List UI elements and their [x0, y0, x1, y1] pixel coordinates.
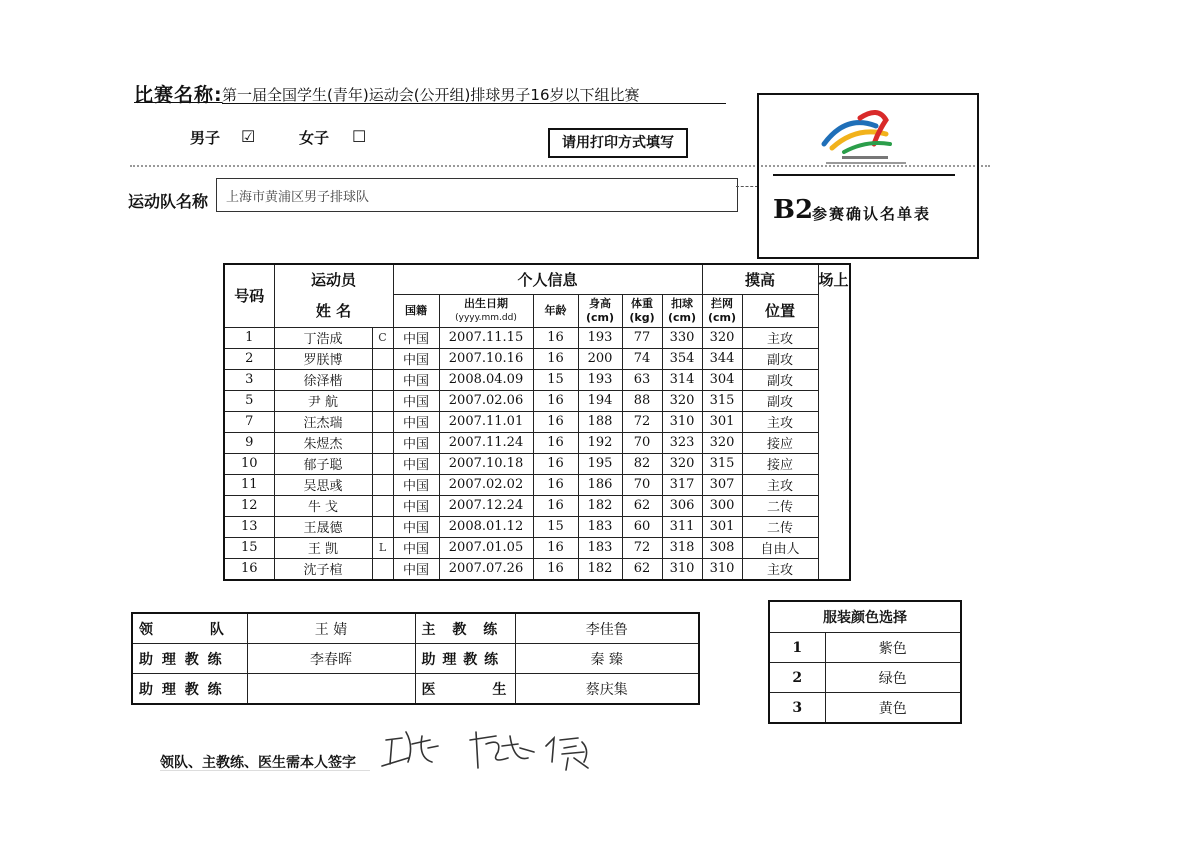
player-name: 徐泽楷 — [274, 369, 372, 390]
player-birthdate: 2007.11.01 — [439, 411, 533, 432]
player-weight: 70 — [622, 474, 662, 495]
header-weight-label: 体重 — [631, 296, 653, 310]
player-spike-reach: 318 — [662, 537, 702, 558]
player-block-reach: 307 — [702, 474, 742, 495]
player-age: 16 — [533, 453, 578, 474]
player-birthdate: 2007.07.26 — [439, 558, 533, 580]
header-height-unit: (cm) — [585, 310, 615, 324]
signature-line — [160, 770, 370, 771]
color-option-number: 3 — [769, 693, 825, 724]
player-height: 193 — [578, 327, 622, 348]
header-weight-unit: (kg) — [629, 310, 655, 324]
header-number: 号码 — [224, 264, 274, 327]
player-nationality: 中国 — [393, 537, 439, 558]
player-nationality: 中国 — [393, 495, 439, 516]
player-spike-reach: 317 — [662, 474, 702, 495]
player-position: 副攻 — [742, 369, 818, 390]
doctor-name[interactable]: 蔡庆集 — [515, 674, 699, 705]
assistant-coach-label-2: 助 理 教 练 — [415, 644, 515, 674]
player-number: 11 — [224, 474, 274, 495]
player-birthdate: 2007.11.15 — [439, 327, 533, 348]
player-birthdate: 2007.01.05 — [439, 537, 533, 558]
team-name-label: 运动队名称 — [128, 192, 209, 211]
player-number: 9 — [224, 432, 274, 453]
player-name: 朱煜杰 — [274, 432, 372, 453]
player-number: 2 — [224, 348, 274, 369]
leader-label: 领 队 — [132, 613, 247, 644]
player-spike-reach: 314 — [662, 369, 702, 390]
player-weight: 62 — [622, 558, 662, 580]
male-label: 男子 — [190, 129, 221, 147]
table-row — [224, 453, 850, 474]
assistant-coach-name-2[interactable]: 秦 臻 — [515, 644, 699, 674]
player-birthdate: 2007.11.24 — [439, 432, 533, 453]
player-height: 188 — [578, 411, 622, 432]
color-option-yellow[interactable]: 黄色 — [825, 693, 961, 724]
player-nationality: 中国 — [393, 327, 439, 348]
player-weight: 82 — [622, 453, 662, 474]
player-block-reach: 320 — [702, 432, 742, 453]
player-block-reach: 344 — [702, 348, 742, 369]
player-role-mark — [372, 348, 393, 369]
doctor-label: 医 生 — [415, 674, 515, 705]
player-height: 182 — [578, 558, 622, 580]
header-spike-label: 扣球 — [671, 296, 693, 310]
player-nationality: 中国 — [393, 369, 439, 390]
title-divider — [773, 174, 955, 176]
player-spike-reach: 306 — [662, 495, 702, 516]
head-coach-label: 主 教 练 — [415, 613, 515, 644]
header-birthdate-label: 出生日期 — [464, 296, 508, 310]
header-reach: 摸高 — [702, 264, 818, 294]
table-row — [224, 474, 850, 495]
player-number: 10 — [224, 453, 274, 474]
player-block-reach: 320 — [702, 327, 742, 348]
table-row — [224, 369, 850, 390]
header-block — [702, 294, 742, 327]
roster-body — [224, 327, 850, 580]
player-name: 汪杰瑞 — [274, 411, 372, 432]
player-birthdate: 2008.01.12 — [439, 516, 533, 537]
player-weight: 70 — [622, 432, 662, 453]
form-code: B2 — [773, 195, 814, 225]
player-height: 200 — [578, 348, 622, 369]
player-number: 15 — [224, 537, 274, 558]
player-age: 16 — [533, 432, 578, 453]
player-nationality: 中国 — [393, 558, 439, 580]
table-row — [224, 411, 850, 432]
competition-underline — [222, 103, 726, 104]
team-name-value: 上海市黄浦区男子排球队 — [226, 190, 370, 205]
player-nationality: 中国 — [393, 453, 439, 474]
uniform-color-table — [768, 600, 962, 724]
dashed-connector — [736, 186, 758, 187]
uniform-color-title: 服装颜色选择 — [769, 601, 961, 633]
assistant-coach-name-3[interactable] — [247, 674, 415, 705]
header-athlete-line2: 姓 名 — [274, 294, 393, 327]
leader-name[interactable]: 王 婧 — [247, 613, 415, 644]
player-position: 主攻 — [742, 558, 818, 580]
header-position-line2: 位置 — [742, 294, 818, 327]
player-name: 牛 戈 — [274, 495, 372, 516]
table-row — [224, 432, 850, 453]
player-nationality: 中国 — [393, 390, 439, 411]
player-role-mark — [372, 432, 393, 453]
player-age: 16 — [533, 327, 578, 348]
player-birthdate: 2008.04.09 — [439, 369, 533, 390]
player-spike-reach: 354 — [662, 348, 702, 369]
player-age: 15 — [533, 516, 578, 537]
player-role-mark — [372, 474, 393, 495]
player-height: 182 — [578, 495, 622, 516]
games-logo-icon — [816, 104, 916, 168]
player-name: 尹 航 — [274, 390, 372, 411]
player-height: 183 — [578, 537, 622, 558]
player-age: 16 — [533, 495, 578, 516]
player-number: 16 — [224, 558, 274, 580]
player-height: 193 — [578, 369, 622, 390]
header-spike-unit: (cm) — [667, 310, 697, 324]
player-height: 192 — [578, 432, 622, 453]
player-number: 3 — [224, 369, 274, 390]
player-nationality: 中国 — [393, 474, 439, 495]
header-birthdate — [439, 294, 533, 327]
assistant-coach-label-1: 助 理 教 练 — [132, 644, 247, 674]
player-spike-reach: 310 — [662, 411, 702, 432]
player-block-reach: 308 — [702, 537, 742, 558]
assistant-coach-name-1[interactable]: 李春晖 — [247, 644, 415, 674]
header-birthdate-format: (yyyy.mm.dd) — [455, 312, 517, 323]
player-age: 16 — [533, 537, 578, 558]
player-weight: 63 — [622, 369, 662, 390]
player-block-reach: 304 — [702, 369, 742, 390]
player-number: 5 — [224, 390, 274, 411]
player-role-mark — [372, 495, 393, 516]
competition-label: 比赛名称: — [134, 84, 223, 106]
player-birthdate: 2007.10.16 — [439, 348, 533, 369]
player-weight: 72 — [622, 537, 662, 558]
header-weight — [622, 294, 662, 327]
player-position: 接应 — [742, 432, 818, 453]
player-height: 195 — [578, 453, 622, 474]
player-name: 丁浩成 — [274, 327, 372, 348]
player-role-mark — [372, 516, 393, 537]
player-number: 1 — [224, 327, 274, 348]
player-birthdate: 2007.10.18 — [439, 453, 533, 474]
female-label: 女子 — [299, 129, 330, 147]
player-age: 16 — [533, 390, 578, 411]
header-block-label: 拦网 — [711, 296, 733, 310]
player-age: 16 — [533, 411, 578, 432]
competition-name: 第一届全国学生(青年)运动会(公开组)排球男子16岁以下组比赛 — [222, 86, 640, 104]
player-birthdate: 2007.02.02 — [439, 474, 533, 495]
player-name: 沈子楦 — [274, 558, 372, 580]
player-spike-reach: 310 — [662, 558, 702, 580]
female-checkbox[interactable]: ☐ — [352, 127, 367, 146]
player-block-reach: 300 — [702, 495, 742, 516]
player-height: 186 — [578, 474, 622, 495]
player-height: 183 — [578, 516, 622, 537]
header-athlete-line1: 运动员 — [274, 264, 393, 294]
table-row — [224, 516, 850, 537]
player-position: 二传 — [742, 495, 818, 516]
player-age: 16 — [533, 558, 578, 580]
table-row — [224, 327, 850, 348]
player-weight: 88 — [622, 390, 662, 411]
header-age: 年龄 — [533, 294, 578, 327]
player-role-mark — [372, 411, 393, 432]
header-nationality: 国籍 — [393, 294, 439, 327]
player-position: 主攻 — [742, 411, 818, 432]
male-checkbox[interactable]: ☑ — [241, 127, 256, 146]
player-position: 主攻 — [742, 327, 818, 348]
player-number: 12 — [224, 495, 274, 516]
assistant-coach-label-3: 助 理 教 练 — [132, 674, 247, 705]
player-spike-reach: 330 — [662, 327, 702, 348]
player-role-mark: L — [372, 537, 393, 558]
table-row — [224, 558, 850, 580]
player-spike-reach: 320 — [662, 390, 702, 411]
table-row — [224, 348, 850, 369]
player-age: 16 — [533, 474, 578, 495]
player-name: 王 凯 — [274, 537, 372, 558]
player-block-reach: 315 — [702, 390, 742, 411]
table-row — [224, 537, 850, 558]
player-name: 吴思彧 — [274, 474, 372, 495]
color-option-number: 2 — [769, 663, 825, 693]
player-weight: 74 — [622, 348, 662, 369]
player-role-mark — [372, 453, 393, 474]
player-number: 7 — [224, 411, 274, 432]
player-spike-reach: 320 — [662, 453, 702, 474]
player-position: 二传 — [742, 516, 818, 537]
player-number: 13 — [224, 516, 274, 537]
head-coach-name[interactable]: 李佳鲁 — [515, 613, 699, 644]
player-spike-reach: 311 — [662, 516, 702, 537]
player-block-reach: 301 — [702, 411, 742, 432]
print-instruction-box: 请用打印方式填写 — [548, 128, 688, 158]
header-block-unit: (cm) — [707, 310, 737, 324]
header-height — [578, 294, 622, 327]
player-role-mark — [372, 369, 393, 390]
player-role-mark — [372, 558, 393, 580]
player-birthdate: 2007.02.06 — [439, 390, 533, 411]
handwritten-signatures — [378, 718, 638, 778]
color-option-purple[interactable]: 紫色 — [825, 633, 961, 663]
form-title: 参赛确认名单表 — [812, 205, 932, 223]
player-weight: 60 — [622, 516, 662, 537]
player-age: 16 — [533, 348, 578, 369]
player-block-reach: 301 — [702, 516, 742, 537]
player-height: 194 — [578, 390, 622, 411]
player-age: 15 — [533, 369, 578, 390]
player-role-mark: C — [372, 327, 393, 348]
header-personal-info: 个人信息 — [393, 264, 702, 294]
roster-table — [223, 263, 851, 581]
player-block-reach: 315 — [702, 453, 742, 474]
color-option-number: 1 — [769, 633, 825, 663]
staff-table — [131, 612, 700, 705]
player-position: 主攻 — [742, 474, 818, 495]
color-option-green[interactable]: 绿色 — [825, 663, 961, 693]
player-nationality: 中国 — [393, 516, 439, 537]
signature-instruction: 领队、主教练、医生需本人签字 — [160, 755, 356, 771]
player-position: 副攻 — [742, 390, 818, 411]
player-position: 副攻 — [742, 348, 818, 369]
player-nationality: 中国 — [393, 432, 439, 453]
header-position-line1: 场上 — [818, 264, 850, 294]
header-spike — [662, 294, 702, 327]
player-role-mark — [372, 390, 393, 411]
player-position: 自由人 — [742, 537, 818, 558]
player-position: 接应 — [742, 453, 818, 474]
player-name: 罗朕博 — [274, 348, 372, 369]
player-block-reach: 310 — [702, 558, 742, 580]
player-nationality: 中国 — [393, 348, 439, 369]
player-weight: 62 — [622, 495, 662, 516]
player-weight: 77 — [622, 327, 662, 348]
player-weight: 72 — [622, 411, 662, 432]
table-row — [224, 390, 850, 411]
header-height-label: 身高 — [589, 296, 611, 310]
player-name: 王晟德 — [274, 516, 372, 537]
player-birthdate: 2007.12.24 — [439, 495, 533, 516]
player-spike-reach: 323 — [662, 432, 702, 453]
player-nationality: 中国 — [393, 411, 439, 432]
player-name: 郁子聪 — [274, 453, 372, 474]
table-row — [224, 495, 850, 516]
